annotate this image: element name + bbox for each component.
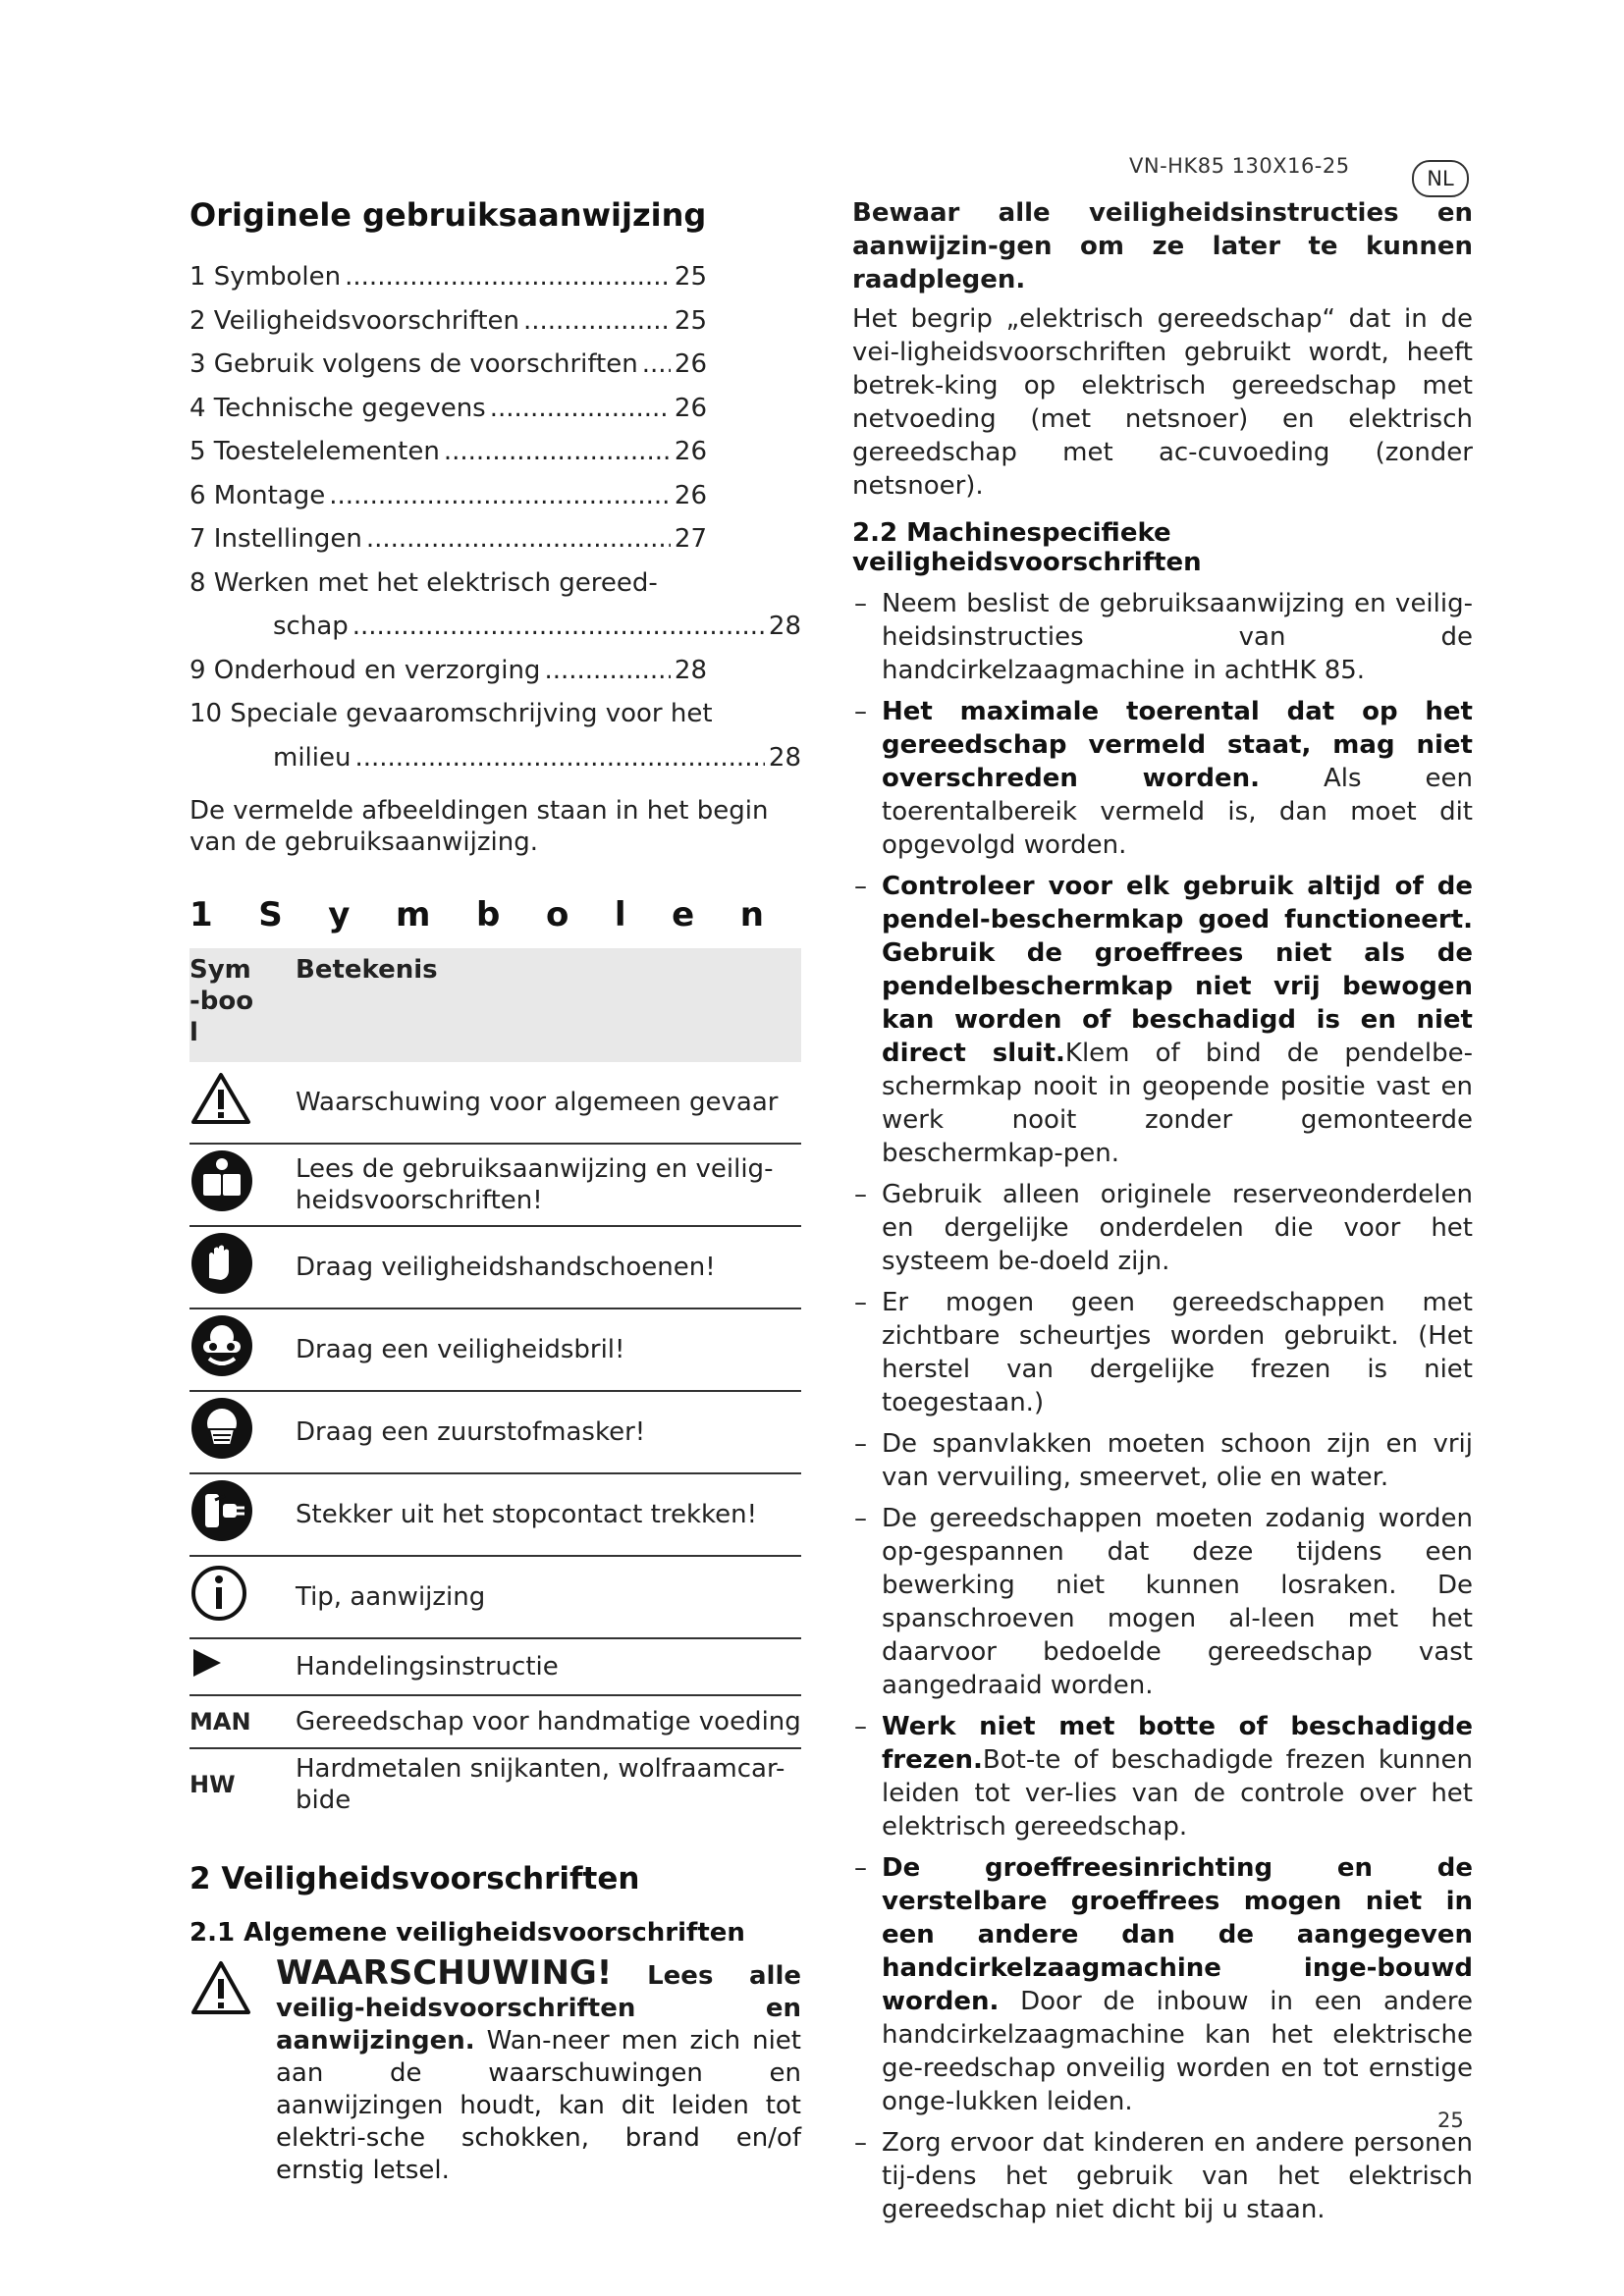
toc-entry [189,649,707,693]
safety-item-emphasis: Controleer voor elk gebruik altijd of de pendel-beschermkap goed functioneert. Gebruik de groeffrees niet als de pendelbeschermkap niet vrij bewogen kan worden of beschadigd is en niet direct sluit. [882,872,1473,1068]
symbols-table [189,948,801,1820]
symbols-heading-letter: o [545,895,569,934]
toc-page: 28 [768,612,801,641]
warning-body-text: Wan-neer men zich niet aan de waarschuwingen en aanwijzingen houdt, kan dit leiden tot elektri-sche schokken, brand en/of ernstig letsel. [276,2026,802,2185]
toc-label: 5 Toestelelementen [189,437,440,466]
toc-entry [189,430,707,474]
read-manual-icon [189,1148,254,1221]
language-badge: NL [1412,160,1469,197]
power-tool-term-note: Het begrip „elektrisch gereedschap“ dat in de vei-ligheidsvoorschriften gebruikt wordt, heeft betrek-king op elektrisch gereedschap met netvoeding (met netsnoer) en elektrisch gereedschap met ac-cuvoeding (zonder netsnoer). [852,304,1473,501]
symbol-meaning: Lees de gebruiksaanwijzing en veilig-heidsvoorschriften! [296,1144,801,1226]
symbols-table-row [189,1748,801,1820]
safety-item-text: Neem beslist de gebruiksaanwijzing en veilig-heidsinstructies van de handcirkelzaagmachine in achtHK 85. [882,589,1473,685]
toc-label: 3 Gebruik volgens de voorschriften [189,349,638,379]
symbol-meaning: Tip, aanwijzing [296,1556,801,1638]
table-of-contents [189,255,801,779]
symbols-heading-letter: y [328,895,351,934]
safety-item-text: Door de inbouw in een andere handcirkelzaagmachine kan het elektrische ge-reedschap onveilig worden en tot ernstige onge-lukken leiden. [882,1987,1473,2116]
respirator-mask-icon [189,1396,254,1468]
toc-page: 26 [674,349,707,379]
symbol-code: HW [189,1771,236,1798]
safety-list-item [852,1851,1473,2118]
symbols-table-row [189,1695,801,1748]
symbols-table-row [189,1556,801,1638]
toc-label: 10 Speciale gevaaromschrijving voor het [189,699,713,728]
symbols-col-symbol-label: Sym-bool [189,955,254,1047]
safety-list-item [852,1502,1473,1702]
symbols-table-row [189,1062,801,1144]
symbols-heading-letter: l [614,895,626,934]
symbols-col-symbol [189,948,296,1062]
symbol-meaning: Handelingsinstructie [296,1638,801,1695]
symbols-heading-letter: S [258,895,283,934]
general-warning [189,1953,802,2187]
symbol-meaning: Draag een veiligheidsbril! [296,1308,801,1391]
safety-list-item [852,1710,1473,1843]
symbols-heading [189,895,764,934]
toc-label: 2 Veiligheidsvoorschriften [189,305,519,336]
toc-entry [189,255,707,299]
gloves-icon [189,1231,254,1304]
toc-page: 25 [674,305,707,336]
section-2-1-title: 2.1 Algemene veiligheidsvoorschriften [189,1918,745,1948]
safety-list-item [852,587,1473,687]
safety-item-text: Als een toerentalbereik vermeld is, dan moet dit opgevolgd worden. [882,764,1474,860]
symbol-code: MAN [189,1708,251,1735]
symbol-meaning: Stekker uit het stopcontact trekken! [296,1473,801,1556]
symbols-table-row [189,1144,801,1226]
symbols-col-meaning: Betekenis [296,948,801,1062]
warning-title: WAARSCHUWING! [276,1953,613,1993]
page-header-model: VN-HK85 130X16-25 [1129,154,1350,178]
symbols-table-row [189,1226,801,1308]
play-arrow-icon [189,1645,225,1688]
toc-page: 27 [674,524,707,554]
safety-list-item [852,1286,1473,1419]
safety-item-text: Klem of bind de pendelbe-schermkap nooit in geopende positie vast en werk nooit zonder gemonteerde beschermkap-pen. [882,1039,1473,1168]
warning-triangle-icon [189,1071,252,1134]
unplug-icon [189,1478,254,1551]
toc-page: 25 [674,262,707,292]
symbols-table-row [189,1308,801,1391]
symbols-table-row [189,1391,801,1473]
toc-entry [189,387,707,431]
symbols-heading-letter: e [672,895,695,934]
toc-label: 1 Symbolen [189,262,342,292]
page-number: 25 [1437,2109,1464,2132]
toc-page: 26 [674,393,707,423]
warning-triangle-icon [189,1959,252,2025]
right-column [852,196,1473,2234]
left-column [189,196,801,2187]
symbols-table-row [189,1473,801,1556]
toc-entry [189,343,707,387]
safety-item-text: De gereedschappen moeten zodanig worden op-gespannen dat deze tijdens een bewerking niet kunnen losraken. De spanschroeven mogen al-leen met het daarvoor bedoelde gereedschap vast aangedraaid worden. [882,1504,1473,1700]
toc-label: 4 Technische gegevens [189,393,486,423]
safety-list-item [852,695,1473,862]
safety-item-emphasis: Het maximale toerental dat op het gereedschap vermeld staat, mag niet overschreden worden. [882,697,1473,793]
toc-label: 8 Werken met het elektrisch gereed- [189,567,658,598]
safety-list-item [852,870,1473,1170]
toc-label: 7 Instellingen [189,524,362,554]
safety-item-emphasis: De groeffreesinrichting en de verstelbare groeffrees mogen niet in een andere dan de aangegeven handcirkelzaagmachine inge-bouwd worden. [882,1853,1473,2016]
safety-item-emphasis: Werk niet met botte of beschadigde frezen. [882,1712,1473,1775]
symbol-meaning: Gereedschap voor handmatige voeding [296,1695,801,1748]
symbol-meaning: Hardmetalen snijkanten, wolfraamcar-bide [296,1748,801,1820]
safety-item-text: Gebruik alleen originele reserveonderdelen en dergelijke onderdelen die voor het systeem be-doeld zijn. [882,1180,1473,1276]
toc-entry [189,517,707,561]
symbol-meaning: Waarschuwing voor algemeen gevaar [296,1088,779,1117]
safety-list-item [852,2126,1473,2226]
safety-item-text: De spanvlakken moeten schoon zijn en vrij van vervuiling, smeervet, olie en water. [882,1429,1473,1492]
symbols-heading-letter: b [476,895,501,934]
toc-entry-continuation [189,736,801,780]
info-icon [189,1564,248,1630]
toc-label-continuation: milieu [273,742,352,773]
keep-instructions-note: Bewaar alle veiligheidsinstructies en aanwijzin-gen om ze later te kunnen raadplegen. [852,198,1473,294]
symbols-heading-letter: n [739,895,764,934]
section-2-title: 2 Veiligheidsvoorschriften [189,1861,640,1896]
toc-entry [189,299,707,344]
toc-label: 9 Onderhoud en verzorging [189,655,541,685]
safety-glasses-icon [189,1313,254,1386]
symbols-table-row [189,1638,801,1695]
safety-list-item [852,1178,1473,1278]
symbols-heading-letter: 1 [189,895,213,934]
safety-list-item [852,1427,1473,1494]
machine-safety-list [852,587,1473,2226]
toc-entry [189,474,707,518]
toc-page: 28 [674,655,707,685]
symbol-meaning: Draag een zuurstofmasker! [296,1391,801,1473]
symbol-meaning: Draag veiligheidshandschoenen! [296,1226,801,1308]
document-title: Originele gebruiksaanwijzing [189,196,707,234]
toc-page: 28 [768,742,801,773]
warning-bold-text: Lees alle veilig-heidsvoorschriften en aanwijzingen. [276,1961,801,2056]
toc-label: 6 Montage [189,480,326,510]
safety-item-text: Er mogen geen gereedschappen met zichtbare scheurtjes worden gebruikt. (Het herstel van dergelijke frezen is niet toegestaan.) [882,1288,1473,1417]
toc-entry [189,692,801,736]
safety-item-text: Bot-te of beschadigde frezen kunnen leiden tot ver-lies van de controle over het elektrisch gereedschap. [882,1745,1473,1842]
toc-entry-continuation [189,605,801,649]
toc-page: 26 [674,437,707,466]
toc-label-continuation: schap [273,612,349,641]
safety-item-text: Zorg ervoor dat kinderen en andere personen tij-dens het gebruik van het elektrisch gereedschap niet dicht bij u staan. [882,2128,1473,2224]
images-note: De vermelde afbeeldingen staan in het begin van de gebruiksaanwijzing. [189,796,769,857]
section-2-2-title: 2.2 Machinespecifieke veiligheidsvoorschriften [852,518,1202,577]
symbols-heading-letter: m [396,895,431,934]
toc-entry [189,561,801,606]
toc-page: 26 [674,480,707,510]
